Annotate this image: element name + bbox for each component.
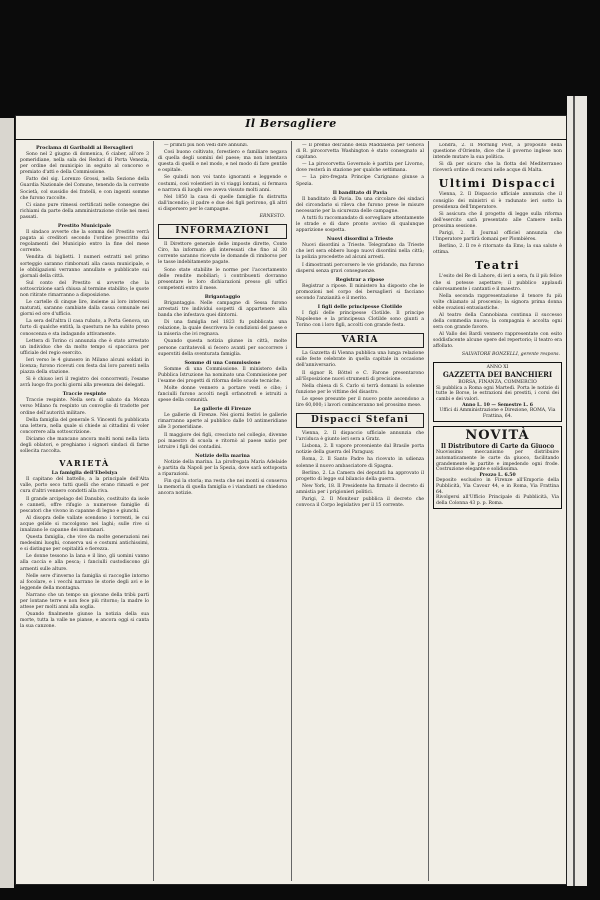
paragraph: Si dà per sicuro che la flotta del Mediterraneo riceverà ordine di recarsi nelle acque di Malta. (433, 162, 562, 174)
paragraph: Nella chiesa di S. Carlo si terrà domani la solenne funzione per le vittime del disastro. (296, 383, 424, 395)
paragraph: Lettera di Torino ci annunzia che è stato arrestato un individuo che da molto tempo si spacciava per ufficiale del regio esercito. (20, 338, 149, 356)
masthead (15, 115, 567, 140)
paragraph: I figli delle principesse Clotilde. Il principe Napoleone e la principessa Clotilde sono giunti a Torino con i loro figli, accolti con grande festa. (296, 310, 424, 329)
gazzetta-banchieri-ad (433, 362, 562, 423)
paragraph: Così buono coltivato, forestiero e familiare negava di quella degli uomini del paese; ma non intentava questa di quelli e nel modo, e nel modo di fare gentile e ospitale. (158, 150, 287, 174)
paragraph: Il sindaco avverte che la somma del Prestito verrà pagata ai creditori secondo l'ordine prescritto dai regolamenti del Municipio entro la fine del mese corrente. (20, 230, 149, 254)
paragraph: La sera dell'altra il casa rubato, a Porta Genova, un furto di qualche entità, la questura ne ha subito preso conoscenza e sta indagando attivamente. (20, 319, 149, 337)
paragraph: Molte donne vennero a portare vesti e cibo; i fanciulli furono accolti negli orfanotrofi e istruiti a spese della comunità. (158, 386, 287, 404)
teatri-heading: Teatri (474, 259, 521, 273)
ad-body: Si pubblica a Roma ogni Martedì. Porta le notizie di tutte le Borse, le estrazioni dei prestiti, i corsi dei cambi e dei valori. (436, 385, 559, 402)
ad-subtitle: Il Distributore di Carte da Giuoco (440, 443, 555, 451)
ad-subtitle: BORSA, FINANZA, COMMERCIO (458, 380, 537, 386)
section-subhead: Il banditato di Pavia (332, 189, 388, 196)
section-subhead: Le gallerie di Firenze (193, 406, 252, 413)
paragraph: Il banditato di Pavia. Da una circolare dei sindaci del circondario si rileva che furono prese le misure necessarie per la sicurezza delle campagne. (296, 196, 424, 214)
section-subhead: Brigantaggio (204, 293, 241, 300)
paragraph: Sono nel 2 giugno di domenica, 6 ciaber, all'ore 3 pomeridiane, nella sala dei Reduci di Porta Venezia, per ordine del municipio in seguito al concorso e premiato d'atti e della Commissione. (20, 152, 149, 176)
paragraph: Brigantaggio. Nelle campagne di Sessa furono arrestati tre individui sospetti di appartenere alla banda che infestava quei dintorni. (158, 300, 287, 319)
paragraph: Narrano che un tempo un giovane della tribù partì per lontane terre e non fece più ritorno; la madre lo attese per molti anni alla soglia. (20, 592, 149, 611)
informazioni-heading: INFORMAZIONI (158, 224, 287, 239)
paragraph: L'esito del Re di Lahore, di ieri a sera, fu il più felice che si potesse aspettare; il pubblico applaudì calorosamente i cantanti e il maestro. (433, 274, 562, 292)
column-3 (296, 143, 424, 879)
paragraph: Si assicura che il progetto di legge sulla riforma dell'esercito sarà presentato alle Camere nella prossima sessione. (433, 211, 562, 229)
paragraph: — La piro-fregata Principe Carignano giunse a Spezia. (296, 175, 424, 187)
paragraph: Le spese presunte per il nuovo ponte ascendono a lire 60,000; i lavori cominceranno nel prossimo mese. (296, 396, 424, 408)
masthead-title: Il Bersagliere (245, 117, 337, 130)
paragraph: — La pirocorvetta Governolo è partita per Livorno, dove resterà in stazione per qualche settimana. (296, 162, 424, 174)
section-subhead: Nuovi disordini a Trieste (326, 236, 394, 243)
paragraph: Vienna, 2. Il dispaccio ufficiale annunzia che l'arciduca è giunto ieri sera a Gratz. (296, 431, 424, 443)
paragraph: Le gallerie di Firenze. Nei giorni festivi le gallerie rimarranno aperte al pubblico dalle 10 antimeridiane alle 3 pomeridiane. (158, 413, 287, 431)
signature: ERNESTO. (259, 214, 285, 220)
paragraph: Quando finalmente giunse la notizia della sua morte, tutta la valle ne pianse, e ancora oggi si canta la sua canzone. (20, 612, 149, 630)
paragraph: Nel 1850 la casa di quelle famiglie fu distrutta dall'incendio; il padre e due dei figli perirono, gli altri si dispersero per le campagne. (158, 194, 287, 212)
paragraph: Il Direttore generale delle imposte dirette, Conte Ciro, ha informato gli interessati che fino al 30 corrente saranno ricevute le domande di rimborso per le tasse indebitamente pagate. (158, 242, 287, 266)
column-rule (291, 141, 292, 881)
ad-title: NOVITÀ (465, 428, 530, 444)
ad-price: Prezzo L. 6.50 (479, 472, 516, 478)
ad-address: Deposito esclusivo in Firenze all'Emporio della Pubblicità, Via Cavour 44, e in Roma, Via Frattina 64. (436, 478, 559, 495)
paragraph: Le cartelle di cinque lire, insieme ai loro interessi maturati, saranno cambiate dalla cassa comunale nei giorni ed ore d'ufficio. (20, 300, 149, 318)
varia-heading: VARIA (296, 333, 424, 348)
column-rule (153, 141, 154, 881)
paragraph: Fatto del sig. Lorenzo Grossi, nella Sezione della Guardia Nazionale del Comune, tenendo da la corrente Società, col sussidio dei fratelli, e con ingenti somme che furono raccolte. (20, 177, 149, 201)
adjacent-page-edge-left (0, 118, 14, 888)
paragraph: — Il premio dell'anno della Maddalena per Genova di R. pirocorvetta Washington è stato consegnato al capitano. (296, 143, 424, 161)
paragraph: Sono state stabilite le norme per l'accertamento delle rendite mobiliari; i contribuenti dovranno presentare le loro dichiarazioni presso gli uffici competenti entro il mese. (158, 267, 287, 291)
ad-year: ANNO XI (486, 364, 509, 370)
ultimi-dispacci-heading: Ultimi Dispacci (438, 177, 557, 191)
paragraph: New York, 18. Il Presidente ha firmato il decreto di amnistia per i prigionieri politici. (296, 483, 424, 495)
paragraph: Parigi, 2. Il Journal officiel annunzia che l'Imperatore partirà domani per Plombières. (433, 231, 562, 243)
paragraph: La Gazzetta di Vienna pubblica una lunga relazione sulle feste celebrate in quella capitale in occasione dell'anniversario. (296, 351, 424, 369)
section-subhead: Somme di una Commissione (184, 359, 261, 366)
section-subhead: I figli delle principesse Clotilde (317, 303, 403, 310)
ad-price: Anno L. 10 — Semestre L. 6 (462, 402, 533, 408)
paragraph: Notizie della marina. La pirofregata Maria Adelaide è partita da Napoli per la Spezia, dove sarà sottoposta a riparazioni. (158, 459, 287, 478)
section-subhead: Notizie della marina (195, 452, 250, 459)
paragraph: I dimostranti percorsero le vie gridando, ma furono dispersi senza gravi conseguenze. (296, 262, 424, 274)
paragraph: Fin qui la storia; ma resta che nei monti si conserva la memoria di quella famiglia e i viandanti ne chiedono ancora notizie. (158, 479, 287, 497)
column-4 (433, 143, 562, 879)
paragraph: Si è chiuso ieri il registro dei concorrenti; l'esame avrà luogo fra pochi giorni alla presenza dei delegati. (20, 377, 149, 389)
paragraph: Il maggiore dei figli, cresciuto nel collegio, divenne poi maestro di scuola e ritornò al paese natio per istruire i figli dei contadini. (158, 432, 287, 450)
paragraph: Traccie respinte. Nella sera di sabato da Monza verso Milano fu respinto un convoglio di tradotte per ordine dell'autorità militare. (20, 398, 149, 416)
column-2 (158, 143, 287, 879)
paragraph: Il capitano del battello, a la principale dell'Alta valle, porto seco tutti quelli che erano rimasti e per cura d'altri vennero condotti alla riva. (20, 477, 149, 495)
varieta-heading: VARIETÀ (59, 458, 110, 469)
paragraph: A tutti fu raccomandato di sorvegliare attentamente le strade e di dare pronto avviso di qualunque apparizione sospetta. (296, 215, 424, 234)
paragraph: Il grande arcipelago del Danubio, costituito da isole e canneti, offre rifugio a numerose famiglie di pescatori che vivono in capanne di legno e giunchi. (20, 496, 149, 514)
paragraph: Ieri verso le 4 giunsero in Milano alcuni soldati in licenza; furono ricevuti con festa dai loro parenti nella piazza della stazione. (20, 357, 149, 376)
paragraph: Quando questa notizia giunse in città, molte persone caritatevoli si fecero avanti per soccorrere i superstiti della sventurata famiglia. (158, 339, 287, 357)
column-rule (428, 141, 429, 881)
paragraph: Diciamo che mancano ancora molti nomi nella lista degli oblatori, e preghiamo i signori sindaci di farne sollecita raccolta. (20, 436, 149, 455)
paragraph: Sul conto del Prestito si avverte che la sottoscrizione sarà chiusa al termine stabilito; le quote non ritirate rimarranno a disposizione. (20, 280, 149, 298)
paragraph: Berlino, 2. La Camera dei deputati ha approvato il progetto di legge sul bilancio della guerra. (296, 470, 424, 482)
paragraph: Vienna, 2. Il Dispaccio ufficiale annunzia che il consiglio dei ministri si è radunato ieri sotto la presidenza dell'Imperatore. (433, 192, 562, 210)
paragraph: Nella seconda rappresentazione il tenore fu più volte chiamato al proscenio; la signora prima donna ebbe ovazioni entusiastiche. (433, 293, 562, 311)
paragraph: Al disopra delle vallate scendono i torrenti, le cui acque gelide si raccolgono nei laghi; sulle rive si innalzano le capanne dei montanari. (20, 515, 149, 533)
paragraph: Al Vallo dei Bardi vennero rappresentate con esito soddisfacente alcune opere del repertorio; il teatro era affollato. (433, 332, 562, 350)
paragraph: — primiti più non vedi dire annunzi. (164, 143, 249, 148)
paragraph: Se quindi non voi tanto ignoranti e leggende e costumi, così volentieri in vi viaggi lontani, si fermava e narrava di luoghi ove aveva vissuto molti anni. (158, 175, 287, 193)
dispacci-stefani-heading: Dispacci Stefani (296, 413, 424, 428)
paragraph: Nuovi disordini a Trieste. Telegrafano da Trieste che ieri sera ebbero luogo nuovi disordini nella città; la polizia procedette ad alcuni arresti. (296, 243, 424, 261)
paragraph: Le donne tessono la lana e il lino, gli uomini vanno alla caccia e alla pesca; i fanciulli custodiscono gli armenti sulle alture. (20, 554, 149, 572)
paragraph: Parigi, 2. Il Moniteur pubblica il decreto che convoca il Corpo legislativo per il 15 corrente. (296, 497, 424, 509)
paragraph: Registrar a ripose. Il ministero ha disposto che le promozioni nel corpo dei bersaglieri si facciano secondo l'anzianità e il merito. (296, 283, 424, 301)
paragraph: Al teatro della Cannobiana continua il successo della commedia nuova; la compagnia è accolta ogni sera con grande favore. (433, 312, 562, 331)
ad-body: Nuovissimo meccanismo per distribuire automaticamente le carte da giuoco, facilitando grandemente le partite e impedendo ogni frode. Costruzione elegante e solidissima. (436, 450, 559, 473)
section-subhead: Traccie respinte (62, 391, 107, 398)
ad-title: GAZZETTA DEI BANCHIERI (442, 370, 553, 380)
ad-extra: Rivolgersi all'Ufficio Principale di Pubblicità, Via della Colonna 43 p. p. Roma. (436, 495, 559, 506)
paragraph: Londra, 2. Il Morning Post, a proposito della questione d'Oriente, dice che il governo inglese non intende mutare la sua politica. (433, 143, 562, 161)
paragraph: Ci siano pure rimessi certificati nelle consegne dei richiami da parte della amministrazione civile nei mesi passati. (20, 202, 149, 220)
novita-ad (433, 426, 562, 509)
paragraph: Questa famiglia, che vive da molte generazioni nei medesimi luoghi, conserva usi e costumi antichissimi, e si distingue per ospitalità e fierezza. (20, 535, 149, 553)
paragraph: Somme di una Commissione. Il ministero della Pubblica Istruzione ha nominato una Commissione per l'esame dei progetti di riforma delle scuole tecniche. (158, 366, 287, 384)
newspaper-page (15, 115, 567, 885)
paragraph: Di una famiglia nel 1823 fu pubblicata una relazione, la quale descriveva le condizioni del paese e la miseria che ivi regnava. (158, 320, 287, 338)
signature: SALVATORE BONZELLI, gerente respons. (461, 351, 560, 357)
paragraph: Vendita di biglietti. I numeri estratti nel primo sorteggio saranno rimborsati alla cassa municipale, e le obbligazioni verranno annullate e pubblicate sui giornali della città. (20, 255, 149, 279)
adjacent-page-edge-right (567, 96, 587, 886)
paragraph: Della famiglia del generale S. Vincenti fu pubblicata una lettera, nella quale si chiede ai cittadini di voler concorrere alla sottoscrizione. (20, 417, 149, 435)
paragraph: Nelle sere d'inverno la famiglia si raccoglie intorno al focolare, e i vecchi narrano le storie degli avi e le leggende della montagna. (20, 573, 149, 591)
paragraph: Lisbona, 2. Il vapore proveniente dal Brasile porta notizie della guerra del Paraguay. (296, 444, 424, 456)
section-subhead: Registrar a ripose (335, 276, 385, 283)
section-subhead: La famiglia dell'Ebelsiya (51, 470, 118, 477)
paragraph: Il signor R. Böttel e C. Farone presentarono all'Esposizione nuovi strumenti di precisione. (296, 370, 424, 382)
ad-address: Uffici di Amministrazione e Direzione, ROMA, Via Frattina, 64. (439, 408, 556, 419)
column-1 (20, 143, 149, 879)
paragraph: Berlino, 2. Il re è ritornato da Ems; la sua salute è ottima. (433, 244, 562, 256)
section-subhead: Prestito Municipale (57, 223, 112, 230)
paragraph: Roma, 2. Il Santo Padre ha ricevuto in udienza solenne il nuovo ambasciatore di Spagna. (296, 457, 424, 469)
section-subhead: Proclama di Garibaldi ai Bersaglieri (35, 145, 133, 151)
